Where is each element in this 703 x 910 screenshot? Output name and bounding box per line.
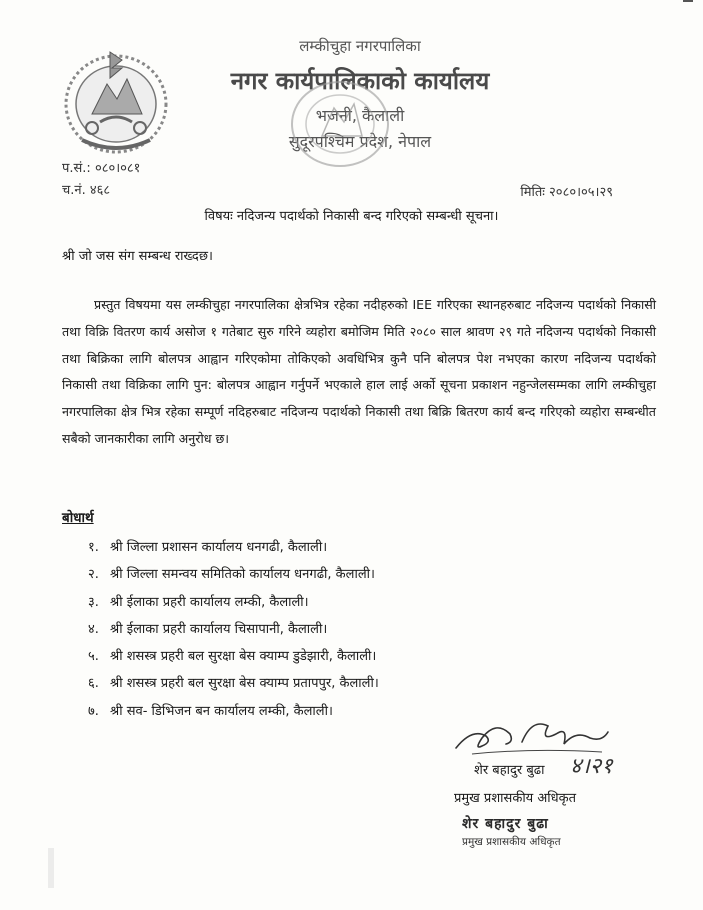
body-paragraph [62,292,656,453]
list-item-text: श्री जिल्ला प्रशासन कार्यालय धनगढी, कैलाली। [110,540,328,555]
list-item-text: श्री ईलाका प्रहरी कार्यालय लम्की, कैलाली। [110,594,309,610]
list-item-text: श्री शसस्त्र प्रहरी बल सुरक्षा बेस क्याम्प डुडेझारी, कैलाली। [110,649,377,665]
list-item-number: ७. [88,703,99,719]
list-item [88,564,379,591]
list-item-number: ५. [88,649,99,665]
stamp-title: प्रमुख प्रशासकीय अधिकृत [462,836,561,848]
office-seal-icon [288,78,392,170]
patra-sankhya: प.सं.: ०८०।०८१ [62,161,141,176]
list-item-number: ३. [88,594,99,610]
list-item [88,673,379,700]
scan-mark [48,848,54,888]
list-item-number: १. [88,540,99,555]
list-item [88,537,379,564]
signatory-title: प्रमुख प्रशासकीय अधिकृत [454,791,577,806]
list-item [88,646,379,673]
stamp-name: शेर बहादुर बुढा [462,816,549,832]
list-item [88,619,379,646]
list-item-text: श्री शसस्त्र प्रहरी बल सुरक्षा बेस क्याम्प प्रतापपुर, कैलाली। [110,676,379,692]
bodharth-heading: बोधार्थ [62,510,94,526]
list-item-text: श्री सव- डिभिजन बन कार्यालय लम्की, कैलाली। [110,703,333,719]
signatory-name: शेर बहादुर बुढा [474,763,545,778]
salutation: श्री जो जस संग सम्बन्ध राख्दछ। [62,249,213,264]
chalani-number: च.नं. ४६८ [62,183,111,198]
letter-date: मितिः २०८०।०५।२९ [520,185,613,200]
municipality-name: लम्कीचुहा नगरपालिका [299,37,421,55]
list-item-number: ४. [88,621,99,637]
office-location: भजनी, कैलाली [315,106,405,125]
list-item-text: श्री ईलाका प्रहरी कार्यालय चिसापानी, कैलाली। [110,621,328,637]
province-name: सुदूरपश्चिम प्रदेश, नेपाल [288,132,432,151]
list-item-text: श्री जिल्ला समन्वय समितिको कार्यालय धनगढी, कैलाली। [110,567,375,583]
copy-to-list [88,537,379,728]
scan-mark [683,0,693,2]
list-item [88,592,379,619]
list-item-number: ६. [88,676,99,692]
subject-line: विषयः नदिजन्य पदार्थको निकासी बन्द गरिएको सम्बन्धी सूचना। [204,209,499,224]
list-item [88,701,379,728]
handwritten-date: ४।२१ [570,754,613,779]
office-name: नगर कार्यपालिकाको कार्यालय [230,67,490,95]
list-item-number: २. [88,567,99,583]
body-text: प्रस्तुत विषयमा यस लम्कीचुहा नगरपालिका क्षेत्रभित्र रहेका नदीहरुको IEE गरिएका स्थानहरुबाट नदिजन्य पदार्थको निकासी तथा विक्रि वितरण कार्य असोज १ गतेबाट सुरु गरिने व्यहोरा बमोजिम मिति २०८० साल श्रावण २९ गते नदिजन्य पदार्थको निकासी तथा बिक्रिका लागि बोलपत्र आह्वान गरिएकोमा तोकिएको अवधिभित्र कुनै पनि बोलपत्र पेश नभएका कारण नदिजन्य पदार्थको निकासी तथा विक्रिका लागि पुन: बोलपत्र आह्वान गर्नुपर्ने भएकाले हाल लाई अर्को सूचना प्रकाशन नहुन्जेलसम्मका लागि लम्कीचुहा नगरपालिका क्षेत्र भित्र रहेका सम्पूर्ण नदिहरुबाट नदिजन्य पदार्थको निकासी तथा बिक्रि बितरण कार्य बन्द गरिएको व्यहोरा सम्बन्धीत सबैको जानकारीका लागि अनुरोध छ। [62,297,656,446]
